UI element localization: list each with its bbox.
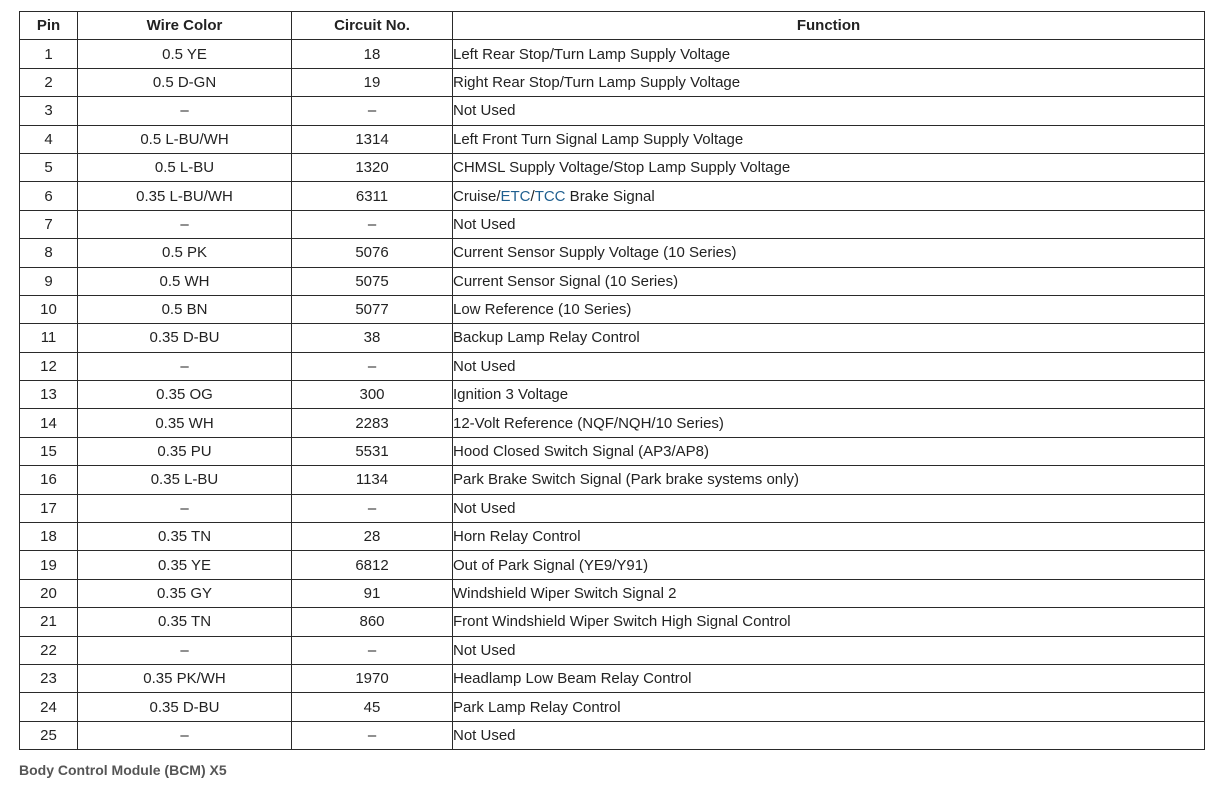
function-text: Not Used	[453, 726, 516, 744]
function-cell	[453, 97, 1205, 125]
table-row	[20, 579, 1205, 607]
wire-color-cell: 0.35 PU	[78, 437, 292, 465]
circuit-number-cell: –	[292, 97, 453, 125]
wire-color-cell: 0.35 TN	[78, 608, 292, 636]
function-text: Not Used	[453, 499, 516, 517]
function-cell	[453, 636, 1205, 664]
wire-color-cell: 0.35 D-BU	[78, 693, 292, 721]
header-wire-color: Wire Color	[78, 12, 292, 40]
wire-color-cell: 0.35 L-BU	[78, 466, 292, 494]
function-text: Out of Park Signal (YE9/Y91)	[453, 556, 649, 574]
circuit-number-cell: 1320	[292, 153, 453, 181]
pin-cell: 6	[20, 182, 78, 210]
table-row	[20, 324, 1205, 352]
pin-cell: 17	[20, 494, 78, 522]
function-cell	[453, 239, 1205, 267]
connector-end-view-table-container	[19, 11, 1204, 750]
pin-cell: 11	[20, 324, 78, 352]
function-cell	[453, 693, 1205, 721]
table-row	[20, 267, 1205, 295]
function-text: Windshield Wiper Switch Signal 2	[453, 585, 677, 602]
pin-cell: 24	[20, 693, 78, 721]
function-text: Backup Lamp Relay Control	[453, 329, 640, 347]
pin-cell: 25	[20, 721, 78, 749]
table-row	[20, 693, 1205, 721]
table-row	[20, 381, 1205, 409]
table-row	[20, 40, 1205, 68]
pin-cell: 15	[20, 437, 78, 465]
function-text: Low Reference (10 Series)	[453, 301, 632, 319]
wire-color-cell: 0.35 D-BU	[78, 324, 292, 352]
pin-cell: 13	[20, 381, 78, 409]
table-caption: Body Control Module (BCM) X5	[19, 762, 227, 778]
wire-color-cell: 0.5 L-BU/WH	[78, 125, 292, 153]
pin-cell: 14	[20, 409, 78, 437]
pin-cell: 20	[20, 579, 78, 607]
circuit-number-cell: 28	[292, 523, 453, 551]
circuit-number-cell: 5076	[292, 239, 453, 267]
function-text: Headlamp Low Beam Relay Control	[453, 670, 692, 688]
function-text: Not Used	[453, 215, 516, 233]
wire-color-cell: –	[78, 636, 292, 664]
function-abbreviation-link[interactable]: TCC	[534, 187, 566, 205]
function-text: Right Rear Stop/Turn Lamp Supply Voltage	[453, 73, 741, 91]
wire-color-cell: –	[78, 494, 292, 522]
wire-color-cell: –	[78, 352, 292, 380]
pin-cell: 21	[20, 608, 78, 636]
pin-cell: 12	[20, 352, 78, 380]
function-cell	[453, 664, 1205, 692]
function-text: Brake Signal	[565, 187, 655, 205]
pin-cell: 2	[20, 68, 78, 96]
function-cell	[453, 494, 1205, 522]
function-text: Left Rear Stop/Turn Lamp Supply Voltage	[453, 45, 731, 63]
wire-color-cell: 0.35 WH	[78, 409, 292, 437]
table-row	[20, 608, 1205, 636]
header-function: Function	[453, 12, 1205, 40]
function-text: Not Used	[453, 357, 516, 375]
table-row	[20, 352, 1205, 380]
circuit-number-cell: 1134	[292, 466, 453, 494]
pin-cell: 22	[20, 636, 78, 664]
function-cell	[453, 210, 1205, 238]
table-row	[20, 437, 1205, 465]
function-cell	[453, 409, 1205, 437]
function-cell	[453, 437, 1205, 465]
table-row	[20, 68, 1205, 96]
table-row	[20, 295, 1205, 323]
wire-color-cell: 0.35 YE	[78, 551, 292, 579]
pin-cell: 19	[20, 551, 78, 579]
table-row	[20, 182, 1205, 210]
table-row	[20, 239, 1205, 267]
function-cell	[453, 182, 1205, 210]
wire-color-cell: –	[78, 721, 292, 749]
function-abbreviation-link[interactable]: ETC	[500, 187, 531, 205]
pin-cell: 5	[20, 153, 78, 181]
header-circuit-no: Circuit No.	[292, 12, 453, 40]
function-text: CHMSL Supply Voltage/Stop Lamp Supply Voltage	[453, 159, 791, 177]
function-text: Horn Relay Control	[453, 528, 581, 546]
function-cell	[453, 295, 1205, 323]
function-text: Left Front Turn Signal Lamp Supply Voltage	[453, 130, 744, 148]
pin-cell: 9	[20, 267, 78, 295]
function-cell	[453, 381, 1205, 409]
table-row	[20, 409, 1205, 437]
circuit-number-cell: 19	[292, 68, 453, 96]
function-cell	[453, 324, 1205, 352]
circuit-number-cell: 860	[292, 608, 453, 636]
circuit-number-cell: –	[292, 721, 453, 749]
circuit-number-cell: –	[292, 352, 453, 380]
table-row	[20, 523, 1205, 551]
wire-color-cell: 0.5 PK	[78, 239, 292, 267]
pin-cell: 16	[20, 466, 78, 494]
wire-color-cell: 0.35 OG	[78, 381, 292, 409]
table-row	[20, 494, 1205, 522]
wire-color-cell: –	[78, 210, 292, 238]
table-row	[20, 721, 1205, 749]
table-header-row	[20, 12, 1205, 40]
wire-color-cell: 0.5 D-GN	[78, 68, 292, 96]
function-text: /	[530, 187, 535, 205]
circuit-number-cell: 5077	[292, 295, 453, 323]
circuit-number-cell: 6311	[292, 182, 453, 210]
pin-cell: 18	[20, 523, 78, 551]
pin-cell: 8	[20, 239, 78, 267]
function-cell	[453, 466, 1205, 494]
function-text: Current Sensor Supply Voltage (10 Series)	[453, 244, 737, 262]
circuit-number-cell: 300	[292, 381, 453, 409]
function-cell	[453, 608, 1205, 636]
function-text: Hood Closed Switch Signal (AP3/AP8)	[453, 443, 709, 461]
function-text: Park Lamp Relay Control	[453, 698, 621, 716]
table-row	[20, 210, 1205, 238]
wire-color-cell: 0.35 GY	[78, 579, 292, 607]
header-pin: Pin	[20, 12, 78, 40]
circuit-number-cell: 1970	[292, 664, 453, 692]
pin-cell: 7	[20, 210, 78, 238]
function-text: Not Used	[453, 102, 516, 120]
table-row	[20, 466, 1205, 494]
pin-cell: 4	[20, 125, 78, 153]
circuit-number-cell: 6812	[292, 551, 453, 579]
circuit-number-cell: –	[292, 636, 453, 664]
circuit-number-cell: 5531	[292, 437, 453, 465]
function-cell	[453, 579, 1205, 607]
wire-color-cell: –	[78, 97, 292, 125]
function-text: Not Used	[453, 641, 516, 659]
function-cell	[453, 721, 1205, 749]
function-text: Current Sensor Signal (10 Series)	[453, 272, 679, 290]
table-row	[20, 551, 1205, 579]
function-cell	[453, 267, 1205, 295]
wire-color-cell: 0.5 L-BU	[78, 153, 292, 181]
function-text: 12-Volt Reference (NQF/NQH/10 Series)	[453, 414, 724, 432]
table-row	[20, 125, 1205, 153]
wire-color-cell: 0.35 PK/WH	[78, 664, 292, 692]
function-text: Cruise/	[453, 187, 501, 205]
circuit-number-cell: –	[292, 210, 453, 238]
wire-color-cell: 0.5 WH	[78, 267, 292, 295]
table-body	[20, 40, 1205, 750]
wire-color-cell: 0.5 YE	[78, 40, 292, 68]
function-text: Park Brake Switch Signal (Park brake systems only)	[453, 471, 799, 489]
function-cell	[453, 352, 1205, 380]
circuit-number-cell: 2283	[292, 409, 453, 437]
table-row	[20, 664, 1205, 692]
wire-color-cell: 0.35 TN	[78, 523, 292, 551]
circuit-number-cell: 1314	[292, 125, 453, 153]
table-row	[20, 153, 1205, 181]
pin-cell: 10	[20, 295, 78, 323]
pin-cell: 1	[20, 40, 78, 68]
pin-cell: 3	[20, 97, 78, 125]
function-cell	[453, 40, 1205, 68]
circuit-number-cell: –	[292, 494, 453, 522]
function-cell	[453, 551, 1205, 579]
wire-color-cell: 0.35 L-BU/WH	[78, 182, 292, 210]
circuit-number-cell: 45	[292, 693, 453, 721]
circuit-number-cell: 38	[292, 324, 453, 352]
function-cell	[453, 153, 1205, 181]
function-cell	[453, 125, 1205, 153]
table-row	[20, 97, 1205, 125]
circuit-number-cell: 5075	[292, 267, 453, 295]
circuit-number-cell: 18	[292, 40, 453, 68]
function-text: Front Windshield Wiper Switch High Signal Control	[453, 613, 791, 631]
pin-cell: 23	[20, 664, 78, 692]
function-text: Ignition 3 Voltage	[453, 386, 569, 404]
circuit-number-cell: 91	[292, 579, 453, 607]
function-cell	[453, 68, 1205, 96]
table-row	[20, 636, 1205, 664]
pin-table	[19, 11, 1205, 750]
wire-color-cell: 0.5 BN	[78, 295, 292, 323]
function-cell	[453, 523, 1205, 551]
